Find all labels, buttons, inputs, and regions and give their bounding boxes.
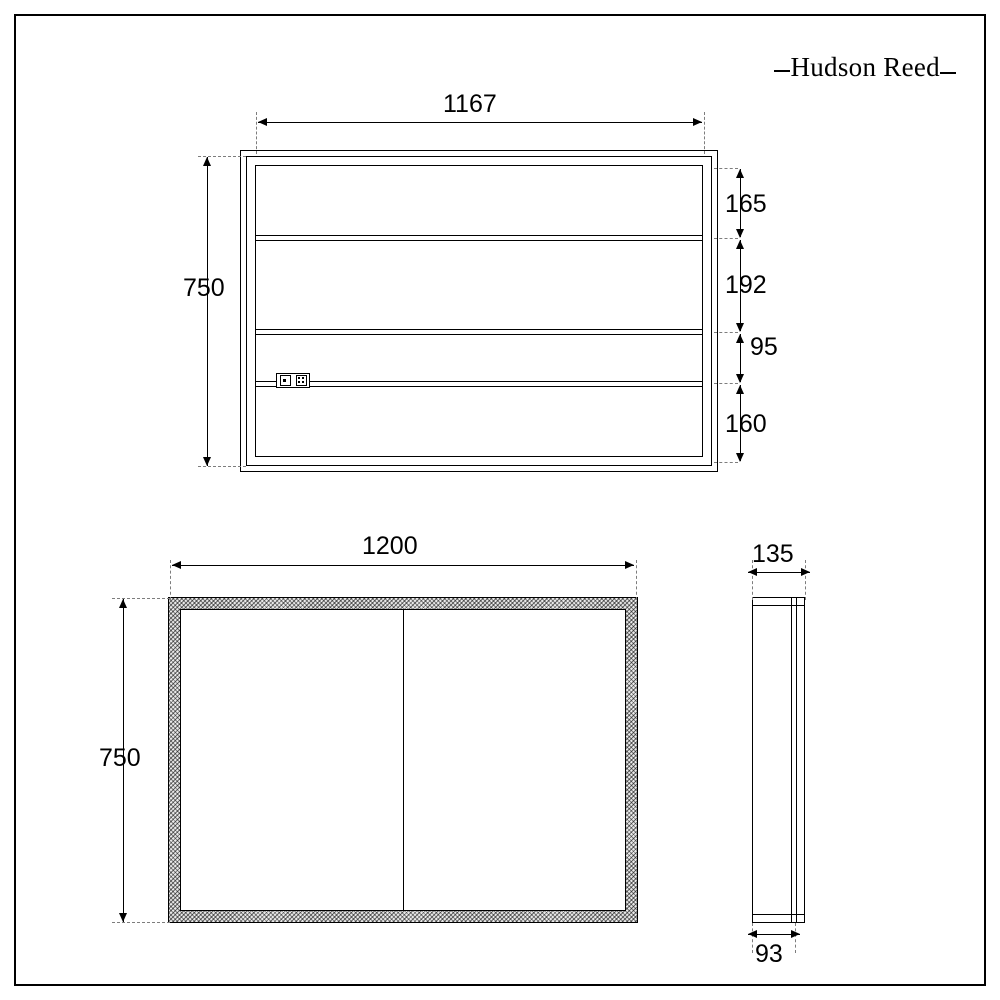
ext-front-width-right: [636, 560, 637, 600]
brand-rule-left: [774, 70, 790, 72]
arrowhead-left: [258, 118, 267, 126]
arrowhead-down: [736, 374, 744, 383]
shelf-2: [256, 329, 702, 335]
cabinet-interior-panel: [255, 165, 703, 457]
arrowhead-up: [119, 599, 127, 608]
arrowhead-down: [736, 453, 744, 462]
ext-side-depth-right: [795, 923, 796, 953]
ext-top-height-lower: [198, 466, 246, 467]
ext-comp2-bottom: [714, 332, 738, 333]
ext-comp1-bottom: [714, 238, 738, 239]
dim-line-front-width: [172, 565, 634, 566]
arrowhead-left: [172, 561, 181, 569]
ext-side-depth-left: [752, 923, 753, 953]
dim-label-front-width: 1200: [362, 532, 418, 560]
arrowhead-up: [736, 240, 744, 249]
arrowhead-down: [203, 457, 211, 466]
dim-label-top-height: 750: [183, 274, 225, 302]
arrowhead-up: [736, 334, 744, 343]
switch-icon: [280, 375, 291, 386]
door-split-line: [403, 610, 404, 910]
dim-label-side-width: 135: [752, 540, 794, 568]
brand-logo: [774, 52, 956, 83]
dim-label-side-depth: 93: [755, 940, 783, 968]
ext-top-width-right: [704, 112, 705, 154]
arrowhead-up: [736, 385, 744, 394]
ext-top-width-left: [256, 112, 257, 154]
dim-label-comp3: 95: [750, 333, 778, 361]
side-panel-line-1: [791, 598, 792, 922]
shelf-3: [256, 381, 702, 387]
arrowhead-up: [736, 169, 744, 178]
socket-icon: [296, 375, 307, 386]
arrowhead-right: [693, 118, 702, 126]
side-panel-line-2: [796, 598, 797, 922]
dim-label-front-height: 750: [99, 744, 141, 772]
arrowhead-right: [791, 930, 800, 938]
arrowhead-right: [801, 568, 810, 576]
arrowhead-down: [119, 913, 127, 922]
arrowhead-down: [736, 323, 744, 332]
side-view-cabinet: [752, 597, 805, 923]
ext-front-width-left: [170, 560, 171, 600]
mirror-doors-surface: [180, 609, 626, 911]
arrowhead-right: [625, 561, 634, 569]
interior-view-cabinet: [240, 150, 718, 472]
front-view-cabinet: [168, 597, 638, 923]
socket-switch-module-icon: [276, 373, 310, 388]
brand-name: Hudson Reed: [790, 52, 940, 82]
dim-label-comp4: 160: [725, 410, 767, 438]
side-bottom-edge: [753, 914, 804, 915]
arrowhead-up: [203, 157, 211, 166]
side-top-edge: [753, 605, 804, 606]
ext-comp1-top: [714, 168, 738, 169]
dim-label-comp1: 165: [725, 190, 767, 218]
ext-front-height-lower: [112, 922, 170, 923]
ext-comp3-bottom: [714, 383, 738, 384]
arrowhead-down: [736, 229, 744, 238]
dim-label-comp2: 192: [725, 271, 767, 299]
ext-side-width-right: [805, 560, 806, 600]
brand-rule-right: [940, 72, 956, 74]
arrowhead-left: [748, 930, 757, 938]
dim-line-top-width: [258, 122, 702, 123]
dim-line-top-height: [207, 157, 208, 466]
ext-comp4-bottom: [714, 462, 738, 463]
arrowhead-left: [748, 568, 757, 576]
dim-label-top-width: 1167: [443, 90, 497, 118]
shelf-1: [256, 235, 702, 241]
